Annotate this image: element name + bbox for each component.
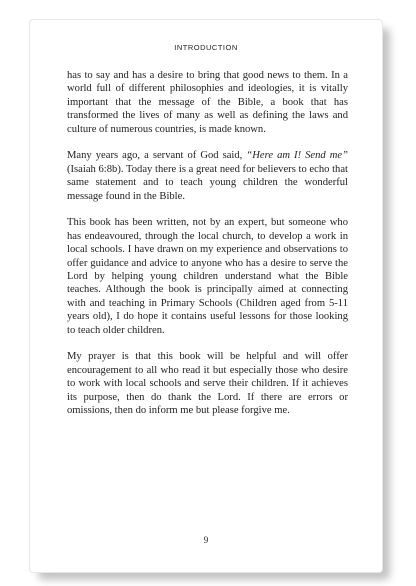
paragraph-4: My prayer is that this book will be helpful and will offer encouragement to all who read it but especially those who desire to work with local schools and serve their children. If it achieves its purpose, then do thank the Lord. If there are errors or omissions, then do inform me but please forgive me.: [67, 351, 348, 417]
paragraph-2: [67, 149, 348, 203]
book-page: [30, 20, 382, 572]
paragraph-2-intro: Many years ago, a servant of God said,: [67, 150, 247, 162]
page-number: 9: [203, 535, 209, 545]
scripture-quote: “Here am I! Send me”: [246, 150, 349, 162]
paragraph-2-rest: (Isaiah 6:8b). Today there is a great need for believers to echo that same statement and to teach young children the wonderful message found in the Bible.: [67, 163, 348, 202]
paragraph-1: has to say and has a desire to bring that good news to them. In a world full of different philosophies and ideologies, it is vitally important that the message of the Bible, a book that has transformed the lives of many as well as defining the laws and culture of numerous countries, is made known.: [67, 70, 348, 135]
body-text: [67, 69, 348, 431]
running-header: INTRODUCTION: [174, 43, 238, 52]
paragraph-3: This book has been written, not by an expert, but someone who has endeavoured, through the local church, to develop a work in local schools. I have drawn on my experience and observations to offer guidance and advice to anyone who has a desire to serve the Lord by helping young children understand what the Bible teaches. Although the book is principally aimed at connecting with and teaching in Primary Schools (Children aged from 5-11 years old), I do hope it contains useful lessons for those looking to teach older children.: [67, 217, 348, 336]
